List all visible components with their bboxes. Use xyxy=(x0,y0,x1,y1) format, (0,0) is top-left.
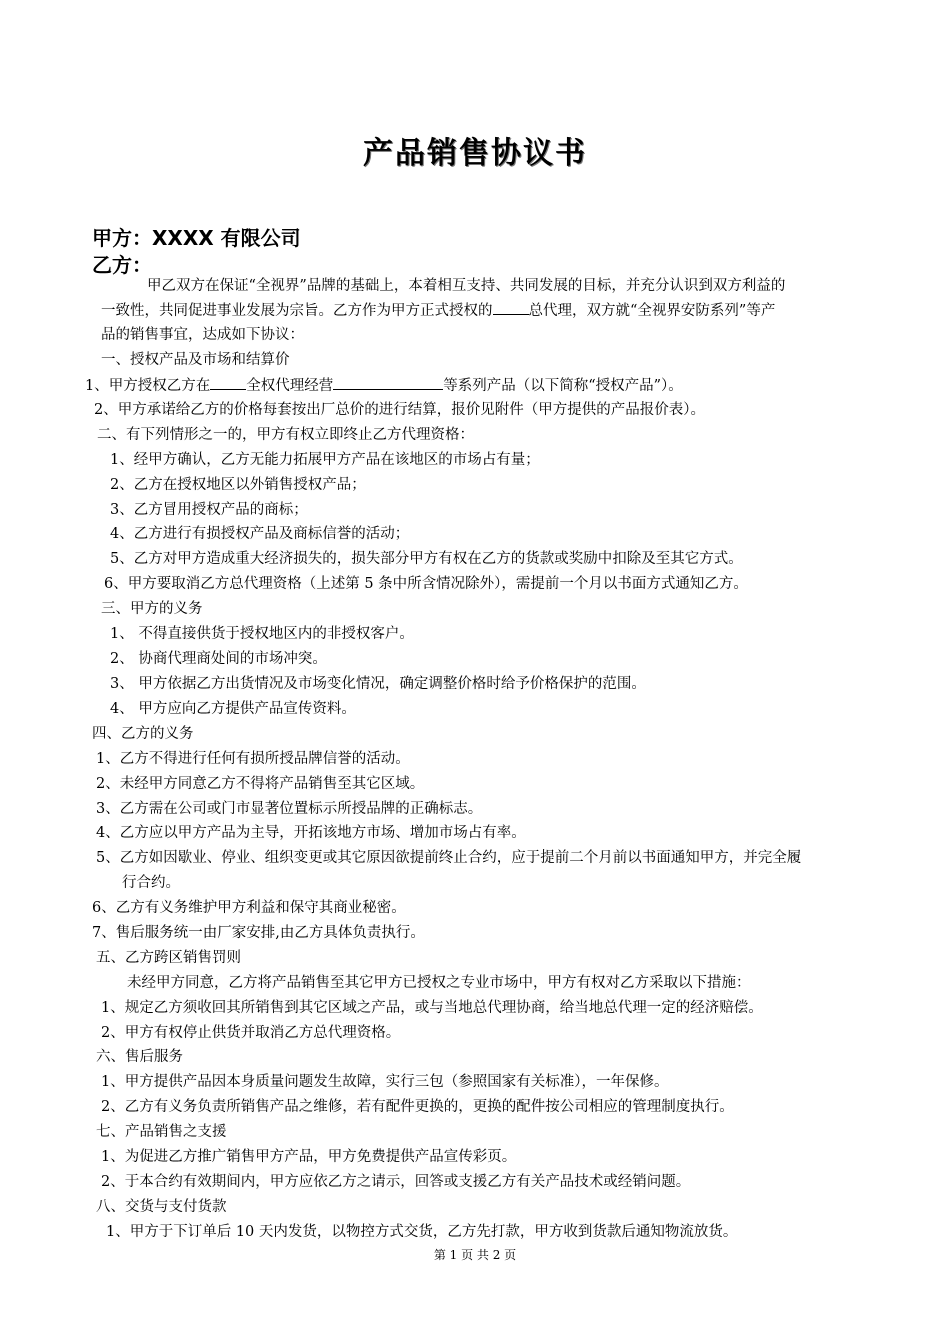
party-b: 乙方： xyxy=(92,253,152,277)
clause-1-2: 2、甲方承诺给乙方的价格每套按出厂总价的进行结算，报价见附件（甲方提供的产品报价表）。 xyxy=(94,402,705,418)
clause-8-1: 1、甲方于下订单后 10 天内发货，以物控方式交货，乙方先打款，甲方收到货款后通知物流放货。 xyxy=(106,1224,738,1240)
clause-5-intro: 未经甲方同意，乙方将产品销售至其它甲方已授权之专业市场中，甲方有权对乙方采取以下措施： xyxy=(127,975,751,991)
intro-line-2-start: 一致性，共同促进事业发展为宗旨。乙方作为甲方正式授权的 xyxy=(101,303,493,319)
clause-4-5-continued: 行合约。 xyxy=(122,875,180,891)
page-footer: 第 1 页 共 2 页 xyxy=(433,1248,517,1262)
intro-line-2 xyxy=(101,300,775,321)
document-title: 产品销售协议书 xyxy=(363,136,587,171)
clause-2-3: 3、乙方冒用授权产品的商标； xyxy=(110,502,308,518)
clause-3-2: 2、 协商代理商处间的市场冲突。 xyxy=(110,651,327,667)
section-8-heading: 八、交货与支付货款 xyxy=(96,1199,227,1215)
section-6-heading: 六、售后服务 xyxy=(96,1049,183,1065)
clause-1-1-part-a: 1、甲方授权乙方在 xyxy=(85,378,211,394)
intro-line-1: 甲乙双方在保证“全视界”品牌的基础上，本着相互支持、共同发展的目标，并充分认识到双方利益的 xyxy=(147,278,786,294)
section-4-heading: 四、乙方的义务 xyxy=(92,726,194,742)
clause-2-2: 2、乙方在授权地区以外销售授权产品； xyxy=(110,477,366,493)
clause-6-1: 1、甲方提供产品因本身质量问题发生故障，实行三包（参照国家有关标准），一年保修。 xyxy=(101,1074,669,1090)
intro-line-3: 品的销售事宜，达成如下协议： xyxy=(101,327,304,343)
clause-4-2: 2、未经甲方同意乙方不得将产品销售至其它区域。 xyxy=(96,776,425,792)
section-2-heading: 二、有下列情形之一的，甲方有权立即终止乙方代理资格： xyxy=(97,427,474,443)
clause-3-4: 4、 甲方应向乙方提供产品宣传资料。 xyxy=(110,701,356,717)
section-1-heading: 一、授权产品及市场和结算价 xyxy=(101,352,290,368)
clause-3-1: 1、 不得直接供货于授权地区内的非授权客户。 xyxy=(110,626,414,642)
clause-2-6: 6、甲方要取消乙方总代理资格（上述第 5 条中所含情况除外），需提前一个月以书面方式通知乙方。 xyxy=(104,576,748,592)
clause-1-1-part-c: 等系列产品（以下简称“授权产品”）。 xyxy=(443,378,683,394)
clause-4-4: 4、乙方应以甲方产品为主导，开拓该地方市场、增加市场占有率。 xyxy=(96,825,526,841)
clause-4-1: 1、乙方不得进行任何有损所授品牌信誉的活动。 xyxy=(96,751,410,767)
clause-3-3: 3、 甲方依据乙方出货情况及市场变化情况，确定调整价格时给予价格保护的范围。 xyxy=(110,676,646,692)
clause-7-1: 1、为促进乙方推广销售甲方产品，甲方免费提供产品宣传彩页。 xyxy=(101,1149,517,1165)
clause-1-1 xyxy=(85,375,683,396)
section-3-heading: 三、甲方的义务 xyxy=(101,601,203,617)
clause-4-3: 3、乙方需在公司或门市显著位置标示所授品牌的正确标志。 xyxy=(96,801,483,817)
clause-4-5: 5、乙方如因歇业、停业、组织变更或其它原因欲提前终止合约，应于提前二个月前以书面通知甲方，并完全履 xyxy=(96,850,802,866)
region-blank xyxy=(210,375,246,390)
product-blank xyxy=(333,375,443,390)
clause-4-7: 7、售后服务统一由厂家安排,由乙方具体负责执行。 xyxy=(92,925,425,941)
clause-5-1: 1、规定乙方须收回其所销售到其它区域之产品，或与当地总代理协商，给当地总代理一定的经济赔偿。 xyxy=(101,1000,763,1016)
agent-level-blank xyxy=(493,300,529,315)
clause-6-2: 2、乙方有义务负责所销售产品之维修，若有配件更换的，更换的配件按公司相应的管理制度执行。 xyxy=(101,1099,734,1115)
section-5-heading: 五、乙方跨区销售罚则 xyxy=(96,950,241,966)
clause-2-4: 4、乙方进行有损授权产品及商标信誉的活动； xyxy=(110,526,410,542)
clause-4-6: 6、乙方有义务维护甲方利益和保守其商业秘密。 xyxy=(92,900,406,916)
clause-2-5: 5、乙方对甲方造成重大经济损失的，损失部分甲方有权在乙方的货款或奖励中扣除及至其它方式。 xyxy=(110,551,743,567)
clause-2-1: 1、经甲方确认，乙方无能力拓展甲方产品在该地区的市场占有量； xyxy=(110,452,540,468)
party-a: 甲方：XXXX 有限公司 xyxy=(92,226,301,250)
clause-1-1-part-b: 全权代理经营 xyxy=(246,378,334,394)
intro-line-2-end: 总代理，双方就“全视界安防系列”等产 xyxy=(528,303,776,319)
clause-5-2: 2、甲方有权停止供货并取消乙方总代理资格。 xyxy=(101,1025,401,1041)
section-7-heading: 七、产品销售之支援 xyxy=(96,1124,227,1140)
clause-7-2: 2、于本合约有效期间内，甲方应依乙方之请示，回答或支援乙方有关产品技术或经销问题。 xyxy=(101,1174,691,1190)
